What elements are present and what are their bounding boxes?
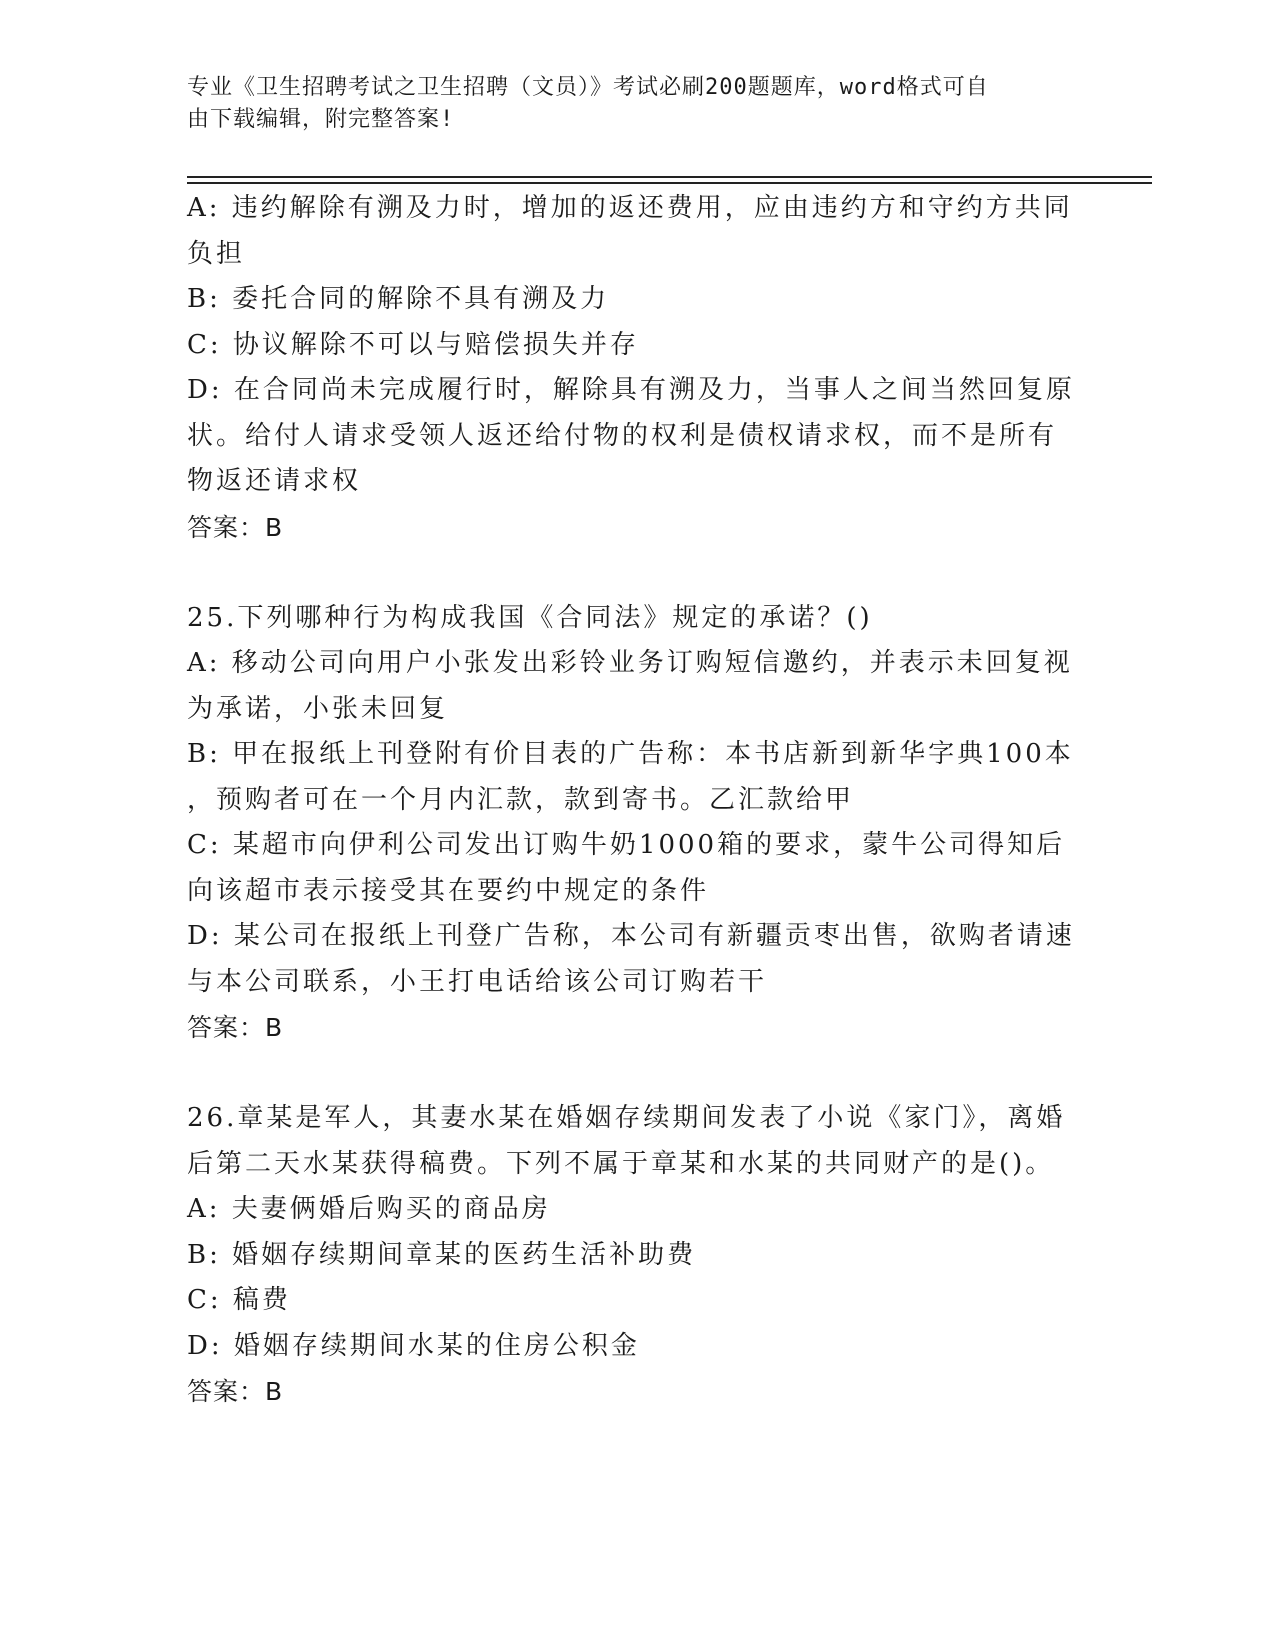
option-b: B: 委托合同的解除不具有溯及力 [187, 284, 610, 314]
option-d-continued: 物返还请求权 [187, 466, 362, 496]
option-a-continued: 负担 [187, 238, 246, 269]
option-c: C: 协议解除不可以与赔偿损失并存 [187, 329, 639, 360]
header-divider-bottom [187, 182, 1152, 184]
option-d-continued: 状。给付人请求受领人返还给付物的权利是债权请求权，而不是所有 [187, 420, 1058, 451]
option-a: A: 违约解除有溯及力时，增加的返还费用，应由违约方和守约方共同 [187, 193, 1073, 223]
answer: 答案：B [187, 512, 284, 542]
option-b: B: 甲在报纸上刊登附有价目表的广告称：本书店新到新华字典100本 [187, 739, 1074, 769]
question-list [187, 186, 1077, 1415]
spacer [187, 550, 1077, 596]
option-d-continued: 与本公司联系，小王打电话给该公司订购若干 [187, 966, 768, 997]
option-b-continued: ，预购者可在一个月内汇款，款到寄书。乙汇款给甲 [187, 784, 855, 815]
option-a-continued: 为承诺，小张未回复 [187, 693, 449, 724]
option-a: A: 夫妻俩婚后购买的商品房 [187, 1194, 551, 1224]
question-25 [187, 596, 1077, 1051]
header-divider-top [187, 176, 1152, 178]
header-line-1: 专业《卫生招聘考试之卫生招聘（文员）》考试必刷200题题库，word格式可自 [187, 75, 989, 100]
answer: 答案：B [187, 1013, 284, 1042]
option-c: C: 某超市向伊利公司发出订购牛奶1000箱的要求，蒙牛公司得知后 [187, 830, 1066, 860]
option-d: D: 婚姻存续期间水某的住房公积金 [187, 1330, 640, 1361]
question-stem-continued: 后第二天水某获得稿费。下列不属于章某和水某的共同财产的是()。 [187, 1148, 1055, 1179]
answer: 答案：B [187, 1377, 284, 1406]
question-24-fragment [187, 186, 1077, 550]
option-d: D: 某公司在报纸上刊登广告称，本公司有新疆贡枣出售，欲购者请速 [187, 921, 1075, 951]
spacer [187, 1051, 1077, 1097]
option-d: D: 在合同尚未完成履行时，解除具有溯及力，当事人之间当然回复原 [187, 375, 1075, 405]
option-c-continued: 向该超市表示接受其在要约中规定的条件 [187, 875, 710, 906]
question-26 [187, 1096, 1077, 1415]
option-c: C: 稿费 [187, 1285, 291, 1315]
option-a: A: 移动公司向用户小张发出彩铃业务订购短信邀约，并表示未回复视 [187, 648, 1073, 678]
question-stem: 26.章某是军人，其妻水某在婚姻存续期间发表了小说《家门》，离婚 [187, 1103, 1066, 1133]
document-header [187, 72, 1077, 136]
option-b: B: 婚姻存续期间章某的医药生活补助费 [187, 1239, 697, 1270]
question-stem: 25.下列哪种行为构成我国《合同法》规定的承诺？() [187, 602, 873, 633]
header-line-2: 由下载编辑，附完整答案! [187, 107, 455, 132]
